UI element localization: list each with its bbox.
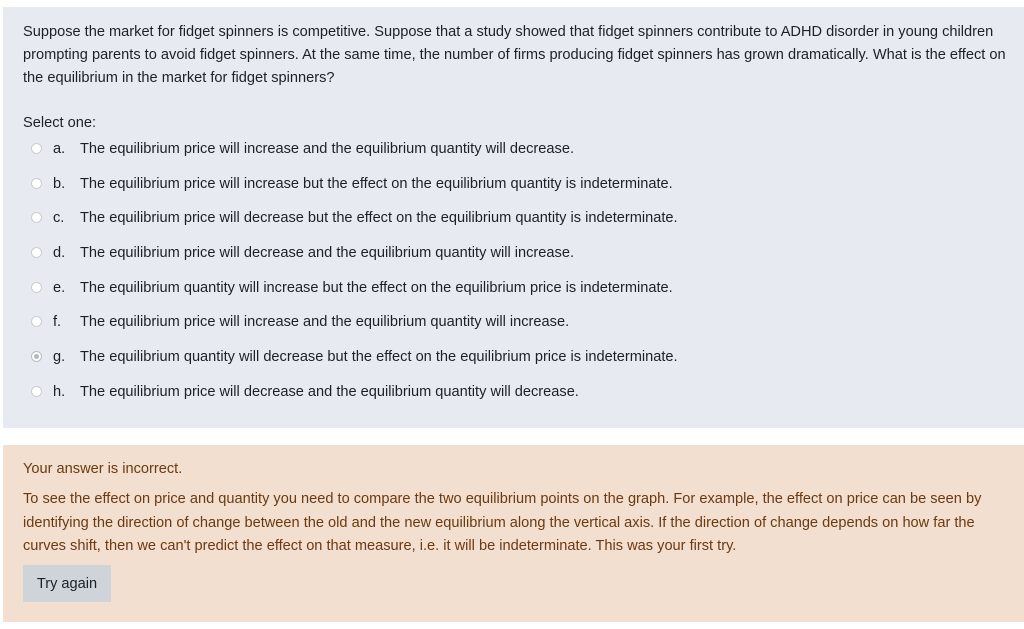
radio-button-b[interactable] bbox=[31, 178, 42, 189]
radio-button-f[interactable] bbox=[31, 316, 42, 327]
answer-option-b[interactable] bbox=[3, 172, 1024, 207]
feedback-title: Your answer is incorrect. bbox=[23, 461, 183, 477]
option-text[interactable]: The equilibrium price will increase and the equilibrium quantity will decrease. bbox=[80, 141, 574, 157]
select-one-prompt: Select one: bbox=[23, 115, 97, 131]
answer-option-g[interactable] bbox=[3, 345, 1024, 380]
option-letter: e. bbox=[53, 279, 66, 296]
option-letter: g. bbox=[53, 349, 66, 366]
option-letter: c. bbox=[53, 210, 65, 227]
answer-option-f[interactable] bbox=[3, 310, 1024, 345]
option-text[interactable]: The equilibrium price will decrease and the equilibrium quantity will increase. bbox=[80, 245, 574, 262]
option-text[interactable]: The equilibrium quantity will decrease but the effect on the equilibrium price is indeterminate. bbox=[80, 349, 678, 366]
radio-button-g-selected[interactable] bbox=[31, 351, 42, 362]
option-text[interactable]: The equilibrium quantity will increase but the effect on the equilibrium price is indeterminate. bbox=[80, 279, 673, 296]
answer-option-e[interactable] bbox=[3, 276, 1024, 311]
radio-button-e[interactable] bbox=[31, 282, 42, 293]
question-text: Suppose the market for fidget spinners is competitive. Suppose that a study showed that fidget spinners contribute to ADHD disorder in young children prompting parents to avoid fidget spinners. At the same time, the number of firms producing fidget spinners has grown dramatically. What is the effect on the equilibrium in the market for fidget spinners? bbox=[23, 24, 1006, 86]
radio-button-c[interactable] bbox=[31, 212, 42, 223]
feedback-panel bbox=[3, 445, 1024, 622]
radio-button-h[interactable] bbox=[31, 386, 42, 397]
answer-option-d[interactable] bbox=[3, 241, 1024, 276]
option-letter: d. bbox=[53, 245, 66, 262]
option-letter: b. bbox=[53, 175, 66, 192]
option-letter: a. bbox=[53, 141, 66, 157]
radio-button-d[interactable] bbox=[31, 247, 42, 258]
try-again-button[interactable]: Try again bbox=[23, 565, 111, 602]
option-text[interactable]: The equilibrium price will decrease and the equilibrium quantity will decrease. bbox=[80, 383, 579, 400]
option-text[interactable]: The equilibrium price will decrease but the effect on the equilibrium quantity is indeterminate. bbox=[80, 210, 678, 227]
answer-option-a[interactable] bbox=[3, 137, 1024, 172]
radio-button-a[interactable] bbox=[31, 143, 42, 154]
answer-options bbox=[3, 137, 1024, 415]
option-letter: h. bbox=[53, 383, 66, 400]
question-panel bbox=[3, 7, 1024, 428]
option-letter: f. bbox=[53, 314, 62, 331]
answer-option-c[interactable] bbox=[3, 206, 1024, 241]
option-text[interactable]: The equilibrium price will increase but the effect on the equilibrium quantity is indeterminate. bbox=[80, 175, 673, 192]
option-text[interactable]: The equilibrium price will increase and the equilibrium quantity will increase. bbox=[80, 314, 570, 331]
answer-option-h[interactable] bbox=[3, 380, 1024, 415]
feedback-text: To see the effect on price and quantity you need to compare the two equilibrium points on the graph. For example, the effect on price can be seen by identifying the direction of change between the old and the new equilibrium along the vertical axis. If the direction of change depends on how far the curves shift, then we can't predict the effect on that measure, i.e. it will be indeterminate. This was your first try. bbox=[23, 491, 982, 554]
